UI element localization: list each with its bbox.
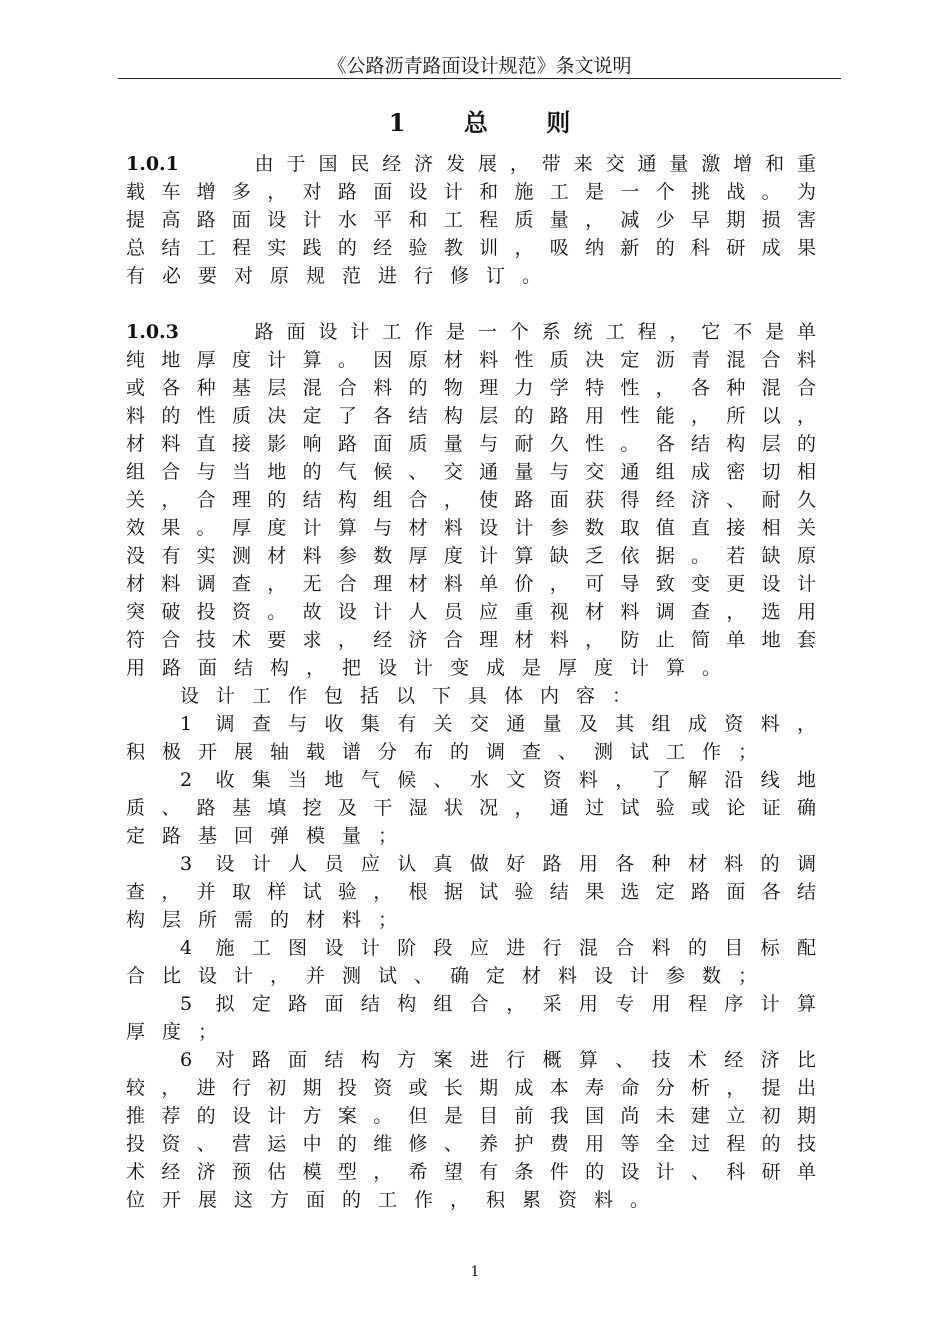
work-intro: 设计工作包括以下具体内容：: [180, 685, 649, 707]
text-line: 位开展这方面的工作，积累资料。: [126, 1189, 667, 1211]
text-line: 定路基回弹模量；: [126, 825, 415, 847]
text-line: 纯地厚度计算。因原材料性质决定沥青混合料: [126, 349, 816, 371]
work-item-1: [126, 710, 816, 766]
page-number: 1: [470, 1264, 480, 1280]
text-line: 符合技术要求，经济合理材料，防止简单地套: [126, 629, 816, 651]
clause-1-0-3: [126, 318, 816, 1214]
work-item-4: [126, 934, 816, 990]
text-line: 1 调查与收集有关交通量及其组成资料，: [180, 713, 816, 735]
work-item-3: [126, 850, 816, 934]
paragraph-gap: [126, 290, 816, 318]
clause-number: 1.0.3: [126, 321, 179, 343]
text-line: 突破投资。故设计人员应重视材料调查，选用: [126, 601, 816, 623]
clause-number: 1.0.1: [126, 153, 179, 175]
text-line: 厚度；: [126, 1021, 235, 1043]
text-line: 材料直接影响路面质量与耐久性。各结构层的: [126, 433, 816, 455]
text-line: 总结工程实践的经验教训，吸纳新的科研成果: [126, 237, 816, 259]
text-line: 1.0.1 由于国民经济发展，带来交通量激增和重: [126, 153, 816, 175]
text-line: 载车增多，对路面设计和施工是一个挑战。为: [126, 181, 816, 203]
text-line: 构层所需的材料；: [126, 909, 415, 931]
text-line: 积极开展轴载谱分布的调查、测试工作；: [126, 741, 775, 763]
text-line: 较，进行初期投资或长期成本寿命分析，提出: [126, 1077, 816, 1099]
text-line: 有必要对原规范进行修订。: [126, 265, 559, 287]
text-line: 查，并取样试验，根据试验结果选定路面各结: [126, 881, 816, 903]
text-line: 关，合理的结构组合，使路面获得经济、耐久: [126, 489, 816, 511]
clause-1-0-1: [126, 150, 816, 290]
text-line: 效果。厚度计算与材料设计参数取值直接相关: [126, 517, 816, 539]
text-line: 6 对路面结构方案进行概算、技术经济比: [180, 1049, 816, 1071]
work-item-6: [126, 1046, 816, 1214]
text-line: 2 收集当地气候、水文资料，了解沿线地: [180, 769, 816, 791]
text-line: 合比设计，并测试、确定材料设计参数；: [126, 965, 775, 987]
text-line: 4 施工图设计阶段应进行混合料的目标配: [180, 937, 816, 959]
text-line: 用路面结构，把设计变成是厚度计算。: [126, 657, 739, 679]
text-line: 材料调查，无合理材料单价，可导致变更设计: [126, 573, 816, 595]
header-divider: [118, 78, 841, 79]
chapter-title: 1 总 则: [388, 108, 571, 137]
text-line: 5 拟定路面结构组合，采用专用程序计算: [180, 993, 816, 1015]
text-line: 提高路面设计水平和工程质量，减少早期损害: [126, 209, 816, 231]
text-line: 1.0.3 路面设计工作是一个系统工程，它不是单: [126, 321, 816, 343]
document-header-title: 《公路沥青路面设计规范》条文说明: [327, 55, 632, 77]
text-line: 术经济预估模型，希望有条件的设计、科研单: [126, 1161, 816, 1183]
text-line: 或各种基层混合料的物理力学特性，各种混合: [126, 377, 816, 399]
text-line: 质、路基填挖及干湿状况，通过试验或论证确: [126, 797, 816, 819]
text-line: 没有实测材料参数厚度计算缺乏依据。若缺原: [126, 545, 816, 567]
text-line: 3 设计人员应认真做好路用各种材料的调: [180, 853, 816, 875]
text-line: 料的性质决定了各结构层的路用性能，所以，: [126, 405, 816, 427]
text-line: 推荐的设计方案。但是目前我国尚未建立初期: [126, 1105, 816, 1127]
work-item-5: [126, 990, 816, 1046]
work-item-2: [126, 766, 816, 850]
text-line: 组合与当地的气候、交通量与交通组成密切相: [126, 461, 816, 483]
document-body: [126, 150, 816, 1214]
text-line: 投资、营运中的维修、养护费用等全过程的技: [126, 1133, 816, 1155]
